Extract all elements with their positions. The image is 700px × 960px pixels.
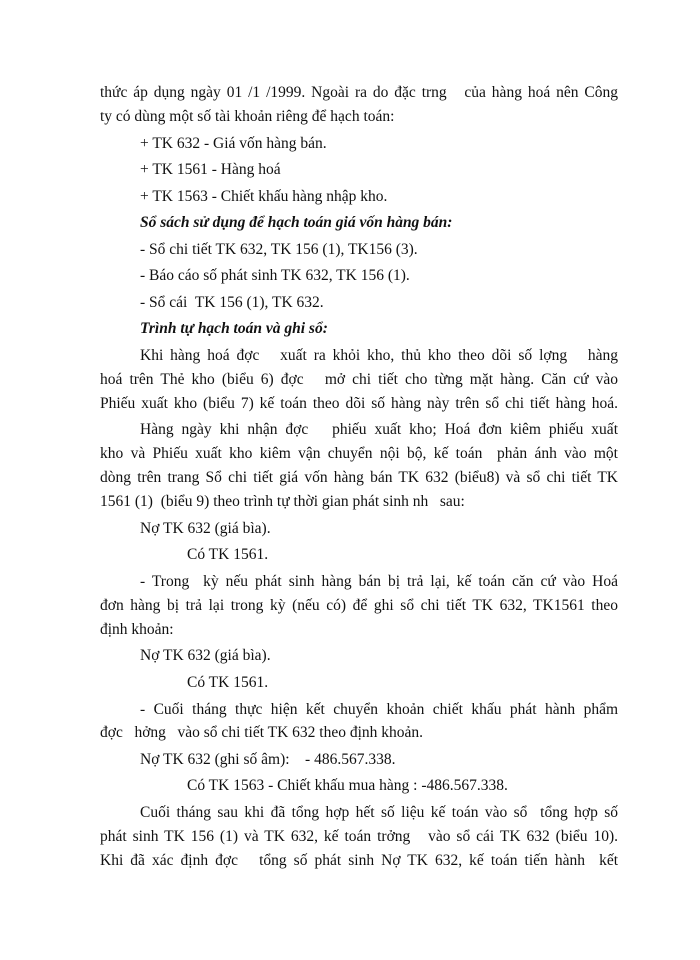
text-line: phát sinh TK 156 (1) và TK 632, kế toán trởng vào sổ cái TK 632 (biểu 10). bbox=[100, 828, 618, 845]
text-line: thức áp dụng ngày 01 /1 /1999. Ngoài ra do đặc trng của hàng hoá nên Công bbox=[100, 84, 618, 101]
text-line: Phiếu xuất kho (biểu 7) kế toán theo dõi số hàng này trên sổ chi tiết hàng hoá. bbox=[100, 395, 618, 412]
section-heading: Trình tự hạch toán và ghi sổ: bbox=[140, 320, 328, 337]
text-line: dòng trên trang Sổ chi tiết giá vốn hàng bán TK 632 (biểu8) và sổ chi tiết TK bbox=[100, 469, 618, 486]
text-line: Cuối tháng sau khi đã tổng hợp hết số liệu kế toán vào sổ tổng hợp số bbox=[140, 804, 618, 821]
text-line: 1561 (1) (biểu 9) theo trình tự thời gian phát sinh nh sau: bbox=[100, 493, 465, 510]
list-item: + TK 632 - Giá vốn hàng bán. bbox=[140, 135, 327, 152]
list-item: + TK 1561 - Hàng hoá bbox=[140, 161, 281, 178]
entry-debit: Nợ TK 632 (ghi số âm): - 486.567.338. bbox=[140, 751, 396, 768]
text-line: kho và Phiếu xuất kho kiêm vận chuyển nội bộ, kế toán phản ánh vào một bbox=[100, 445, 618, 462]
entry-credit: Có TK 1563 - Chiết khấu mua hàng : -486.567.338. bbox=[187, 777, 508, 794]
section-heading: Sổ sách sử dụng để hạch toán giá vốn hàng bán: bbox=[140, 214, 453, 231]
entry-credit: Có TK 1561. bbox=[187, 674, 269, 691]
text-line: đợc hởng vào sổ chi tiết TK 632 theo định khoản. bbox=[100, 724, 424, 741]
text-line: Hàng ngày khi nhận đợc phiếu xuất kho; Hoá đơn kiêm phiếu xuất bbox=[140, 421, 618, 438]
list-item: - Sổ cái TK 156 (1), TK 632. bbox=[140, 294, 324, 311]
text-line: Khi hàng hoá đợc xuất ra khỏi kho, thủ kho theo dõi số lợng hàng bbox=[140, 347, 618, 364]
text-line: định khoản: bbox=[100, 621, 174, 638]
text-line: - Cuối tháng thực hiện kết chuyển khoản chiết khấu phát hành phẩm bbox=[140, 701, 618, 718]
text-line: ty có dùng một số tài khoản riêng để hạch toán: bbox=[100, 108, 395, 125]
list-item: - Báo cáo số phát sinh TK 632, TK 156 (1). bbox=[140, 267, 410, 284]
list-item: + TK 1563 - Chiết khấu hàng nhập kho. bbox=[140, 188, 388, 205]
text-line: hoá trên Thẻ kho (biểu 6) đợc mở chi tiết cho từng mặt hàng. Căn cứ vào bbox=[100, 371, 618, 388]
entry-credit: Có TK 1561. bbox=[187, 546, 269, 563]
text-line: đơn hàng bị trả lại trong kỳ (nếu có) để ghi sổ chi tiết TK 632, TK1561 theo bbox=[100, 597, 618, 614]
text-line: Khi đã xác định đợc tổng số phát sinh Nợ TK 632, kế toán tiến hành kết bbox=[100, 852, 618, 869]
entry-debit: Nợ TK 632 (giá bìa). bbox=[140, 647, 271, 664]
text-line: - Trong kỳ nếu phát sinh hàng bán bị trả lại, kế toán căn cứ vào Hoá bbox=[140, 573, 618, 590]
entry-debit: Nợ TK 632 (giá bìa). bbox=[140, 520, 271, 537]
list-item: - Sổ chi tiết TK 632, TK 156 (1), TK156 (3). bbox=[140, 241, 418, 258]
